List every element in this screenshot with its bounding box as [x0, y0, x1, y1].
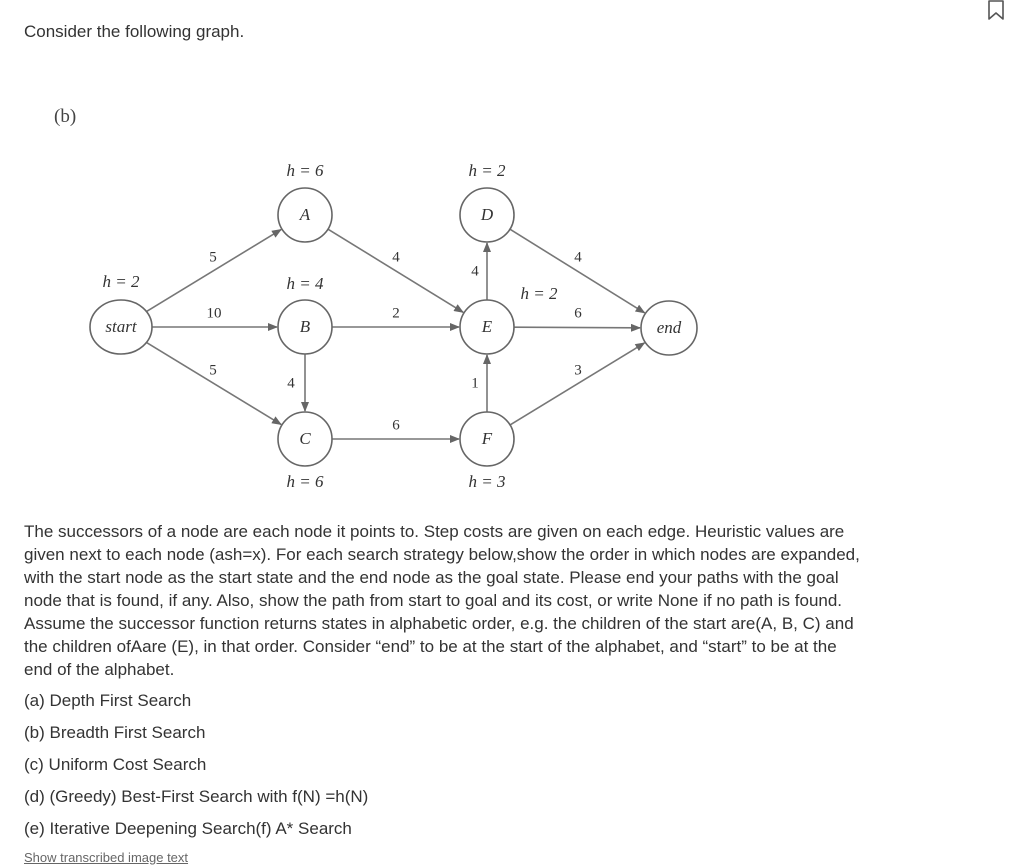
heuristic-label-F: h = 3: [468, 471, 506, 491]
edge-E-end: [514, 327, 640, 328]
edge-cost-C-F: 6: [392, 417, 400, 434]
edge-cost-start-C: 5: [209, 362, 217, 379]
question-item: (b) Breadth First Search: [24, 723, 206, 742]
heuristic-label-E: h = 2: [520, 283, 558, 303]
heuristic-label-A: h = 6: [286, 160, 324, 180]
heuristic-label-start: h = 2: [102, 271, 140, 291]
node-label-E: E: [481, 316, 493, 336]
edge-cost-F-E: 1: [471, 375, 479, 392]
question-item: (d) (Greedy) Best-First Search with f(N) =h(N): [24, 787, 369, 806]
node-label-A: A: [299, 204, 311, 224]
node-label-start: start: [105, 316, 137, 336]
edge-start-C: [146, 342, 281, 424]
edge-cost-start-B: 10: [206, 305, 222, 322]
edge-cost-start-A: 5: [209, 249, 217, 266]
node-label-C: C: [299, 428, 311, 448]
node-label-F: F: [481, 428, 493, 448]
question-item: (a) Depth First Search: [24, 691, 192, 710]
question-item: (e) Iterative Deepening Search(f) A* Search: [24, 819, 352, 838]
intro-text: Consider the following graph.: [24, 22, 245, 41]
part-label: (b): [54, 106, 77, 127]
question-item: (c) Uniform Cost Search: [24, 755, 207, 774]
bookmark-icon[interactable]: [986, 0, 1006, 20]
node-label-D: D: [480, 204, 494, 224]
heuristic-label-C: h = 6: [286, 471, 324, 491]
heuristic-label-D: h = 2: [468, 160, 506, 180]
edge-cost-E-D: 4: [471, 263, 479, 280]
edge-cost-B-C: 4: [287, 375, 295, 392]
edge-cost-F-end: 3: [574, 362, 582, 379]
edge-cost-E-end: 6: [574, 305, 582, 322]
problem-description: The successors of a node are each node it points to. Step costs are given on each edge. Heuristic values are given next to each node (ash=x). For each search strategy below,show the order in which nodes are expanded, with the start node as the start state and the end node as the goal state. Please end your paths with the goal node that is found, if any. Also, show the path from start to goal and its cost, or write None if no path is found. Assume the successor function returns states in alphabetic order, e.g. the children of the start are(A, B, C) and the children ofAare (E), in that order. Consider “end” to be at the start of the alphabet, and “start” to be at the end of the alphabet.: [24, 522, 860, 679]
edge-cost-A-E: 4: [392, 249, 400, 266]
heuristic-label-B: h = 4: [286, 273, 324, 293]
question-list: [24, 688, 368, 848]
node-label-end: end: [656, 317, 682, 337]
edge-F-end: [510, 343, 644, 425]
edge-cost-B-E: 2: [392, 305, 400, 322]
graph-diagram: [0, 95, 760, 505]
edge-cost-D-end: 4: [574, 249, 582, 266]
edge-start-A: [146, 230, 281, 312]
edge-A-E: [328, 229, 463, 312]
show-transcribed-link[interactable]: Show transcribed image text: [24, 850, 189, 865]
node-label-B: B: [299, 316, 311, 336]
